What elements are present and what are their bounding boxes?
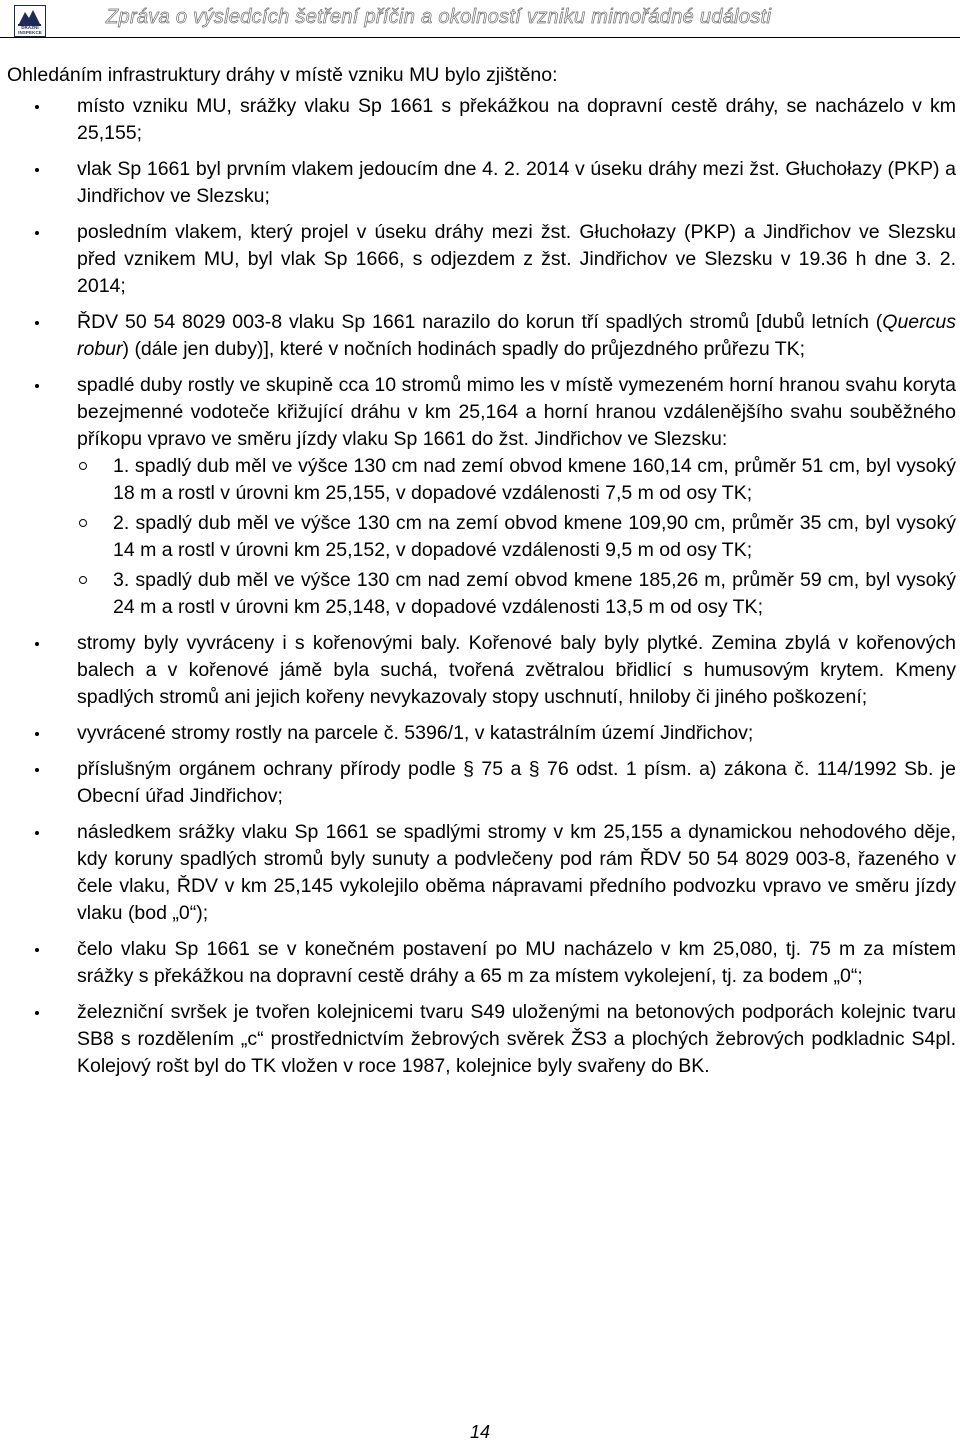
finding-item [77, 309, 956, 363]
fallen-tree-item: 2. spadlý dub měl ve výšce 130 cm na zemí obvod kmene 109,90 cm, průměr 35 cm, byl vysoký 14 m a rostl v úrovni km 25,152, v dopadové vzdálenosti 9,5 m od osy TK; [113, 510, 956, 564]
page-number: 14 [469, 1422, 491, 1442]
fallen-trees-list [77, 453, 956, 621]
fallen-tree-item: 1. spadlý dub měl ve výšce 130 cm nad zemí obvod kmene 160,14 cm, průměr 51 cm, byl vysoký 18 m a rostl v úrovni km 25,155, v dopadové vzdálenosti 7,5 m od osy TK; [113, 453, 956, 507]
drazni-inspekce-logo [14, 5, 46, 37]
finding-item: vlak Sp 1661 byl prvním vlakem jedoucím dne 4. 2. 2014 v úseku dráhy mezi žst. Głuchołazy (PKP) a Jindřichov ve Slezsku; [77, 156, 956, 210]
species-name: Quercus robur [77, 311, 956, 360]
findings-list [0, 93, 960, 1080]
finding-item: stromy byly vyvráceny i s kořenovými baly. Kořenové baly byly plytké. Zemina zbylá v kořenových balech a v kořenové jámě byla suchá, tvořená zvětralou břidlicí s humusovým krytem. Kmeny spadlých stromů ani jejich kořeny nevykazovaly stopy uschnutí, hniloby či jiného poškození; [77, 630, 956, 711]
page-header [0, 0, 960, 44]
finding-item: čelo vlaku Sp 1661 se v konečném postavení po MU nacházelo v km 25,080, tj. 75 m za místem srážky s překážkou na dopravní cestě dráhy a 65 m za místem vykolejení, tj. za bodem „0“; [77, 936, 956, 990]
finding-text: ) (dále jen duby)], které v nočních hodinách spadly do průjezdného průřezu TK; [122, 338, 806, 360]
finding-text: ŘDV 50 54 8029 003-8 vlaku Sp 1661 narazilo do korun tří spadlých stromů [dubů letních ( [77, 311, 883, 333]
finding-text: spadlé duby rostly ve skupině cca 10 stromů mimo les v místě vymezeném horní hranou svahu koryta bezejmenné vodoteče křižující dráhu v km 25,164 a horní hranou vzdálenějšího svahu souběžného příkopu vpravo ve směru jízdy vlaku Sp 1661 do žst. Jindřichov ve Slezsku: [77, 374, 956, 450]
finding-item: vyvrácené stromy rostly na parcele č. 5396/1, v katastrálním území Jindřichov; [77, 720, 956, 747]
logo-text-line1: DRÁŽNÍ [21, 25, 39, 30]
finding-item: místo vzniku MU, srážky vlaku Sp 1661 s překážkou na dopravní cestě dráhy, se nacházelo v km 25,155; [77, 93, 956, 147]
header-rule [0, 37, 960, 38]
finding-item: posledním vlakem, který projel v úseku dráhy mezi žst. Głuchołazy (PKP) a Jindřichov ve Slezsku před vznikem MU, byl vlak Sp 1666, s odjezdem z žst. Jindřichov ve Slezsku v 19.36 h dne 3. 2. 2014; [77, 219, 956, 300]
intro-paragraph: Ohledáním infrastruktury dráhy v místě vzniku MU bylo zjištěno: [7, 64, 558, 86]
logo-text [15, 25, 45, 35]
finding-item: následkem srážky vlaku Sp 1661 se spadlými stromy v km 25,155 a dynamickou nehodového děje, kdy koruny spadlých stromů byly sunuty a podvlečeny pod rám ŘDV 50 54 8029 003-8, řazeného v čele vlaku, ŘDV v km 25,145 vykolejilo oběma nápravami předního podvozku vpravo ve směru jízdy vlaku (bod „0“); [77, 819, 956, 927]
fallen-tree-item: 3. spadlý dub měl ve výšce 130 cm nad zemí obvod kmene 185,26 m, průměr 59 cm, byl vysoký 24 m a rostl v úrovni km 25,148, v dopadové vzdálenosti 13,5 m od osy TK; [113, 567, 956, 621]
document-body [0, 62, 960, 1089]
logo-text-line2: INSPEKCE [18, 30, 42, 35]
report-title: Zpráva o výsledcích šetření příčin a okolností vzniku mimořádné události [106, 6, 772, 28]
finding-item [77, 372, 956, 621]
finding-item: železniční svršek je tvořen kolejnicemi tvaru S49 uloženými na betonových podporách kolejnic tvaru SB8 s rozdělením „c“ prostřednictvím žebrových svěrek ŽS3 a plochých žebrových podkladnic S4pl. Kolejový rošt byl do TK vložen v roce 1987, kolejnice byly svařeny do BK. [77, 999, 956, 1080]
finding-item: příslušným orgánem ochrany přírody podle § 75 a § 76 odst. 1 písm. a) zákona č. 114/1992 Sb. je Obecní úřad Jindřichov; [77, 756, 956, 810]
